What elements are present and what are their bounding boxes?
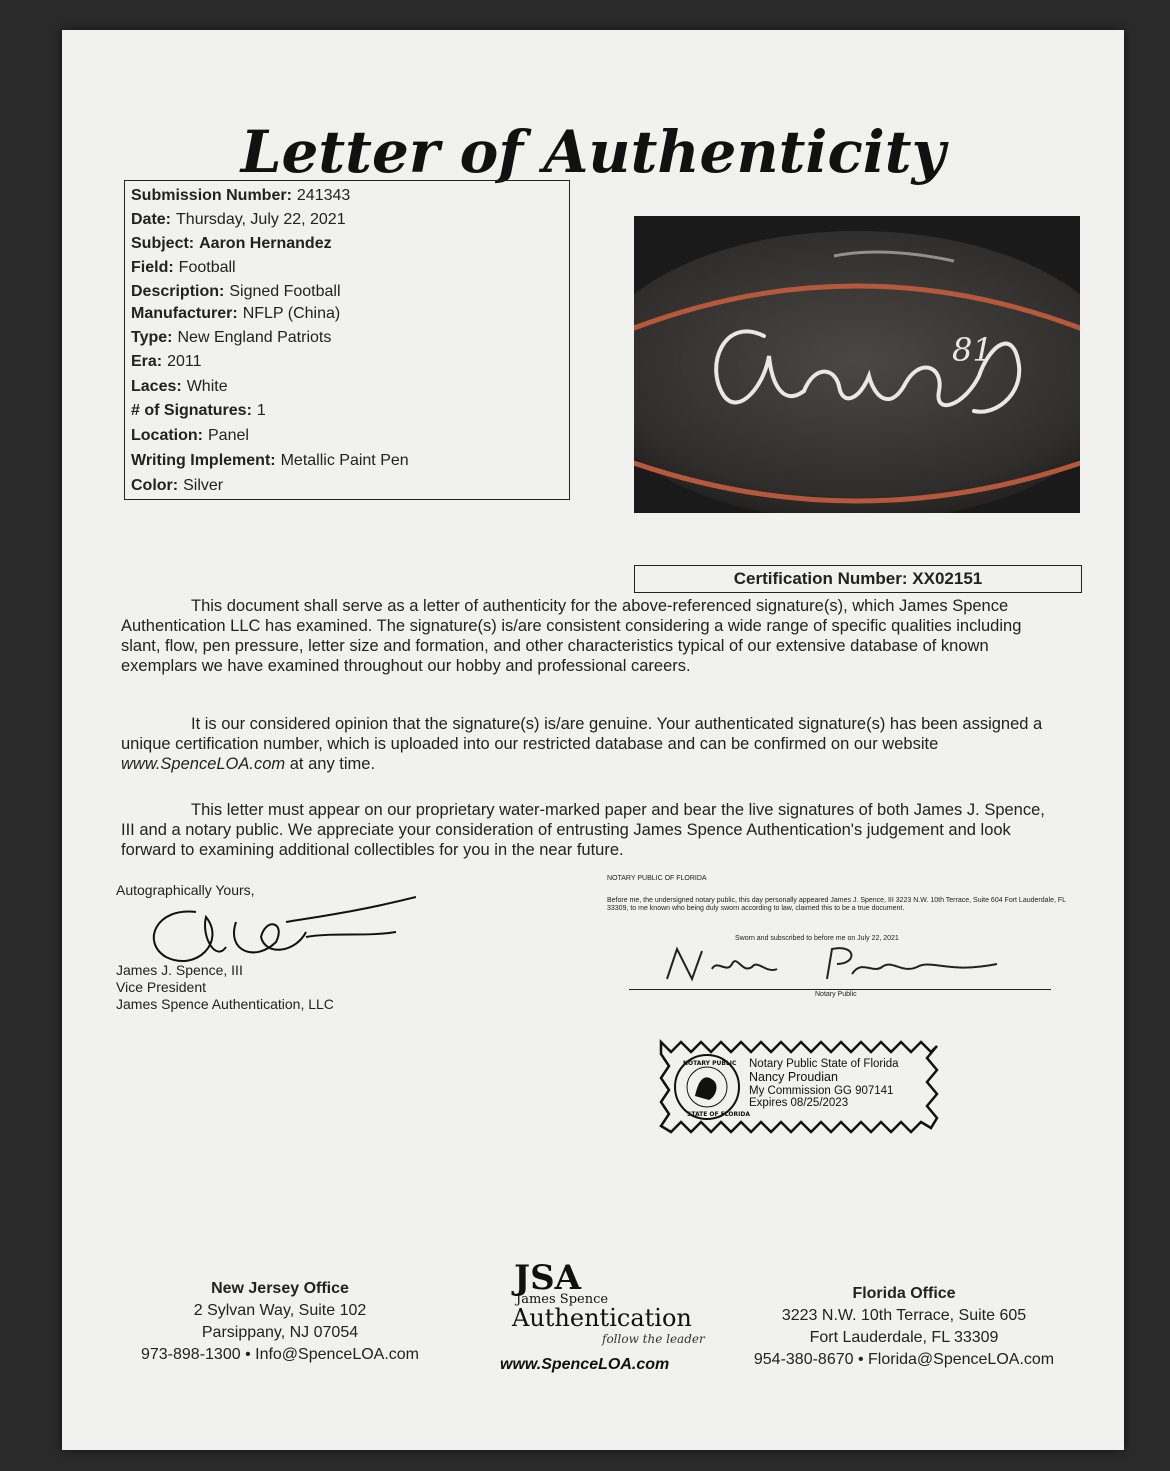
notary-header: NOTARY PUBLIC OF FLORIDA (607, 875, 707, 882)
notary-statement: Before me, the undersigned notary public, this day personally appeared James J. Spence, III 3223 N.W. 10th Terrace, Suite 604 Fort Lauderdale, FL 33309, to me known who being duly sworn according to law, claimed this to be a true document. (607, 897, 1066, 912)
stamp-notary-name: Nancy Proudian (749, 1070, 838, 1084)
notary-block (607, 875, 1077, 1005)
nj-office-city: Parsippany, NJ 07054 (201, 1324, 359, 1341)
paragraph-watermark-notice: This letter must appear on our proprietary water-marked paper and bear the live signatures of both James J. Spence, III and a notary public. We appreciate your consideration of entrusting James Spence Authentication's judgement and look forward to examining additional collectibles for you in the near future. (121, 801, 1045, 859)
signed-football-photo (634, 216, 1080, 513)
field-submission-number: Submission Number: 241343 (131, 187, 351, 204)
submission-details-box (124, 180, 570, 500)
field-manufacturer: Manufacturer: NFLP (China) (131, 305, 341, 322)
fl-office-street: 3223 N.W. 10th Terrace, Suite 605 (781, 1307, 1027, 1324)
nj-office-street: 2 Sylvan Way, Suite 102 (193, 1302, 367, 1319)
field-writing-implement: Writing Implement: Metallic Paint Pen (131, 452, 409, 469)
field-description: Description: Signed Football (131, 283, 341, 300)
stamp-expiry: Expires 08/25/2023 (749, 1097, 849, 1109)
jersey-number: 81 (952, 331, 993, 369)
nj-office-contact: 973-898-1300 • Info@SpenceLOA.com (140, 1346, 419, 1363)
authenticator-company: James Spence Authentication, LLC (116, 996, 334, 1012)
field-era: Era: 2011 (131, 353, 202, 370)
nj-office (120, 1278, 440, 1366)
field-laces: Laces: White (131, 378, 228, 395)
closing-text: Autographically Yours, (116, 882, 255, 898)
logo-authentication: Authentication (512, 1304, 692, 1332)
page-title: Letter of Authenticity (240, 118, 946, 186)
notary-sworn-date: Sworn and subscribed to before me on July 22, 2021 (735, 935, 899, 942)
notary-caption: Notary Public (815, 991, 857, 998)
stamp-commission: My Commission GG 907141 (749, 1085, 894, 1097)
authenticator-role: Vice President (116, 979, 207, 995)
seal-bottom-text: STATE OF FLORIDA (687, 1111, 750, 1118)
notary-signature-line (629, 989, 1051, 990)
authenticator-signature (136, 892, 416, 972)
eagle-seal-icon (695, 1077, 716, 1100)
fl-office-contact: 954-380-8670 • Florida@SpenceLOA.com (753, 1351, 1055, 1368)
field-location: Location: Panel (131, 427, 249, 444)
logo-jsa: JSA (514, 1258, 582, 1298)
field-field: Field: Football (131, 259, 236, 276)
fl-office-title: Florida Office (852, 1285, 956, 1302)
seal-top-text: NOTARY PUBLIC (683, 1060, 737, 1067)
nj-office-title: New Jersey Office (211, 1280, 349, 1297)
certification-number: XX02151 (912, 569, 983, 588)
field-type: Type: New England Patriots (131, 329, 332, 346)
fl-office (734, 1283, 1074, 1371)
football-image (634, 216, 1080, 513)
logo-name: James Spence (516, 1292, 609, 1307)
jsa-logo (482, 1258, 722, 1378)
field-signature-count: # of Signatures: 1 (131, 402, 266, 419)
notary-stamp (657, 1038, 941, 1136)
notary-signature (657, 939, 1017, 989)
fl-office-city: Fort Lauderdale, FL 33309 (809, 1329, 999, 1346)
field-subject: Subject: Aaron Hernandez (131, 235, 332, 252)
website-link[interactable]: www.SpenceLOA.com (121, 755, 286, 773)
paragraph-examination: This document shall serve as a letter of authenticity for the above-referenced signature(s), which James Spence Authentication LLC has examined. The signature(s) is/are consistent considering a wide range of specific qualities including slant, flow, pen pressure, letter size and formation, and other characteristics typical of our extensive database of known exemplars we have examined throughout our hobby and professional careers. (121, 597, 1022, 675)
logo-url: www.SpenceLOA.com (500, 1356, 670, 1373)
authenticator-name: James J. Spence, III (116, 962, 243, 978)
field-color: Color: Silver (131, 477, 224, 494)
logo-tagline: follow the leader (602, 1332, 705, 1346)
paragraph-opinion: It is our considered opinion that the signature(s) is/are genuine. Your authenticated signature(s) has been assigned a unique certification number, which is uploaded into our restricted database and can be confirmed on our website www.SpenceLOA.com at any time. (121, 715, 1043, 773)
stamp-state: Notary Public State of Florida (749, 1058, 899, 1070)
authenticator-signature-block (116, 882, 436, 1012)
letter-paper (62, 30, 1124, 1450)
certification-number-box: Certification Number: XX02151 (634, 565, 1082, 593)
field-date: Date: Thursday, July 22, 2021 (131, 211, 346, 228)
